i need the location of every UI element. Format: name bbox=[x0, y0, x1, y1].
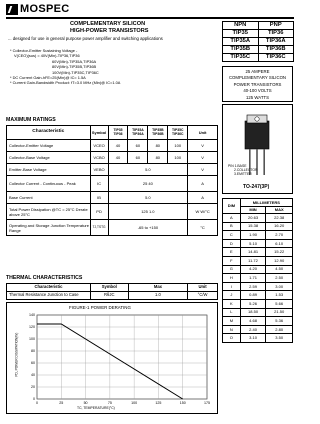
row-characteristic: Collector Current - Continuous - Peak bbox=[7, 176, 91, 192]
dim-min: 4.68 bbox=[240, 317, 266, 326]
dim-letter: O bbox=[223, 334, 241, 343]
logo-text: MOSPEC bbox=[20, 3, 70, 15]
part-cell: TIP36C bbox=[258, 54, 294, 62]
row-symbol: VCEO bbox=[90, 140, 108, 152]
dim-letter: H bbox=[223, 274, 241, 283]
dim-max: 4.50 bbox=[266, 265, 293, 274]
header-unit: Unit bbox=[188, 126, 218, 140]
dim-letter: B bbox=[223, 222, 241, 231]
pin-label: 3.EMITTER bbox=[234, 172, 252, 177]
summary-line: POWER TRANSISTORS bbox=[233, 81, 282, 87]
dim-max: 3.50 bbox=[266, 334, 293, 343]
chart-title: FIGURE-1 POWER DERATING bbox=[69, 305, 131, 310]
dim-min: 0.89 bbox=[240, 291, 266, 300]
dim-letter: M bbox=[223, 317, 241, 326]
dim-letter: E bbox=[223, 248, 241, 257]
row-value: 100 bbox=[168, 140, 188, 152]
millimeters-header: MILLIMETERS bbox=[240, 199, 292, 207]
row-unit: A bbox=[188, 192, 218, 204]
features-list bbox=[10, 48, 120, 86]
dim-max: 5.66 bbox=[266, 299, 293, 308]
dim-min: 1.90 bbox=[240, 231, 266, 240]
table-row bbox=[223, 291, 293, 300]
dim-max: 2.80 bbox=[266, 325, 293, 334]
chart-xlabel: TC, TEMPERATURE(°C) bbox=[77, 406, 115, 410]
table-row bbox=[7, 220, 218, 236]
row-value: 100 bbox=[168, 152, 188, 164]
row-value: 60 bbox=[128, 152, 148, 164]
summary-line: 125 WATTS bbox=[246, 94, 269, 100]
pin-label: PIN 1.BASE bbox=[228, 164, 247, 168]
dim-letter: L bbox=[223, 308, 241, 317]
thermal-header-max: Max bbox=[128, 284, 188, 292]
x-tick-label: 125 bbox=[155, 401, 162, 405]
dim-min: 15.38 bbox=[240, 222, 266, 231]
row-characteristic: Collector-Base Voltage bbox=[7, 152, 91, 164]
x-tick-label: 0 bbox=[36, 401, 38, 405]
table-row bbox=[223, 334, 293, 343]
row-unit: °C bbox=[188, 220, 218, 236]
table-row bbox=[7, 292, 218, 300]
part-cell: TIP35A bbox=[223, 38, 259, 46]
feature-line: * Current Gain-Bandwidth Product: fT=3.0 MHz (Min)@ IC=1.0A bbox=[10, 80, 121, 86]
header-tip35b: TIP35B TIP36B bbox=[148, 126, 168, 140]
table-row bbox=[223, 274, 293, 283]
feature-line: * Collector-Emitter Sustaining Voltage - bbox=[10, 48, 78, 53]
table-row bbox=[223, 325, 293, 334]
dim-min: 4.20 bbox=[240, 265, 266, 274]
doc-title: COMPLEMENTARY SILICON bbox=[70, 21, 146, 27]
y-tick-label: 60 bbox=[31, 361, 35, 366]
row-value: 80 bbox=[148, 152, 168, 164]
thermal-unit: °C/W bbox=[188, 292, 218, 300]
summary-line: 40-100 VOLTS bbox=[243, 88, 272, 94]
y-tick-label: 20 bbox=[31, 385, 35, 390]
summary-line: 25 AMPERE bbox=[245, 69, 270, 74]
row-symbol: VCBO bbox=[90, 152, 108, 164]
doc-subtitle: HIGH-POWER TRANSISTORS bbox=[70, 28, 149, 34]
dim-min: 20.63 bbox=[240, 214, 266, 223]
x-tick-label: 150 bbox=[179, 401, 186, 405]
table-row bbox=[223, 265, 293, 274]
doc-description: ... designed for use in general purpose power amplifier and switching applications bbox=[8, 36, 163, 41]
plot-frame bbox=[37, 315, 207, 399]
dim-letter: I bbox=[223, 282, 241, 291]
dim-letter: A bbox=[223, 214, 241, 223]
part-cell: TIP36A bbox=[258, 38, 294, 46]
row-unit: V bbox=[188, 152, 218, 164]
dim-letter: J bbox=[223, 291, 241, 300]
dim-min: 1.71 bbox=[240, 274, 266, 283]
thermal-header-symbol: Symbol bbox=[90, 284, 128, 292]
dim-min: 11.72 bbox=[240, 256, 266, 265]
header-characteristic: Characteristic bbox=[7, 126, 91, 140]
table-row bbox=[223, 308, 293, 317]
part-cell: TIP36B bbox=[258, 46, 294, 54]
power-derating-chart bbox=[6, 302, 218, 414]
y-tick-label: 100 bbox=[29, 337, 35, 342]
row-symbol: TJ,TSTG bbox=[90, 220, 108, 236]
thermal-symbol: RθJC bbox=[90, 292, 128, 300]
table-row bbox=[7, 164, 218, 176]
x-tick-label: 50 bbox=[83, 401, 88, 405]
feature-line: 60V(Min)-TIP35A,TIP36A bbox=[52, 58, 97, 64]
table-row bbox=[7, 176, 218, 192]
dim-min: 3.10 bbox=[240, 334, 266, 343]
row-symbol: VEBO bbox=[90, 164, 108, 176]
y-tick-label: 80 bbox=[31, 349, 35, 354]
thermal-header-characteristic: Characteristic bbox=[7, 284, 91, 292]
header-tip35c: TIP35C TIP36C bbox=[168, 126, 188, 140]
y-tick-label: 0 bbox=[33, 397, 35, 402]
dimensions-table bbox=[222, 198, 293, 343]
y-tick-label: 140 bbox=[29, 313, 35, 318]
row-unit: W W/°C bbox=[188, 204, 218, 220]
x-tick-label: 25 bbox=[59, 401, 64, 405]
thermal-title: THERMAL CHARACTERISTICS bbox=[6, 275, 83, 281]
row-value: 5.0 bbox=[108, 192, 188, 204]
thermal-max: 1.0 bbox=[128, 292, 188, 300]
row-unit: V bbox=[188, 164, 218, 176]
package-box bbox=[222, 104, 293, 194]
row-characteristic: Base Current bbox=[7, 192, 91, 204]
part-cell: TIP35C bbox=[223, 54, 259, 62]
dim-max: 22.38 bbox=[266, 214, 293, 223]
dim-max: 6.10 bbox=[266, 239, 293, 248]
logo bbox=[6, 4, 74, 16]
max-header: MAX bbox=[266, 207, 293, 214]
header-rule bbox=[6, 17, 294, 19]
summary-box bbox=[222, 66, 293, 102]
dim-min: 2.59 bbox=[240, 282, 266, 291]
dim-min: 2.40 bbox=[240, 325, 266, 334]
part-number-table bbox=[222, 21, 294, 62]
table-row bbox=[7, 152, 218, 164]
header-tip35: TIP35 TIP36 bbox=[108, 126, 128, 140]
min-header: MIN bbox=[240, 207, 266, 214]
dim-max: 2.70 bbox=[266, 231, 293, 240]
dim-max: 3.00 bbox=[266, 282, 293, 291]
x-tick-label: 100 bbox=[131, 401, 138, 405]
pin-labels bbox=[228, 164, 258, 177]
dim-max: 15.22 bbox=[266, 248, 293, 257]
pin-label: 2.COLLECTOR bbox=[234, 168, 258, 173]
table-row bbox=[223, 248, 293, 257]
dim-letter: G bbox=[223, 265, 241, 274]
row-value: -65 to +150 bbox=[108, 220, 188, 236]
thermal-characteristic: Thermal Resistance Junction to Case bbox=[7, 292, 91, 300]
dim-header: DIM bbox=[223, 199, 241, 214]
feature-line: V(CEO)(sus) = 40V(Min)-TIP36,TIP36 bbox=[14, 53, 80, 59]
table-row bbox=[223, 222, 293, 231]
dim-max: 21.50 bbox=[266, 308, 293, 317]
x-tick-label: 75 bbox=[107, 401, 112, 405]
dim-letter: K bbox=[223, 299, 241, 308]
npn-header: NPN bbox=[223, 22, 259, 30]
table-row bbox=[223, 239, 293, 248]
dim-letter: D bbox=[223, 239, 241, 248]
row-unit: A bbox=[188, 176, 218, 192]
table-row bbox=[223, 299, 293, 308]
part-cell: TIP36 bbox=[258, 30, 294, 38]
row-characteristic: Operating and Storage Junction Temperature Range bbox=[7, 220, 91, 236]
table-row bbox=[7, 140, 218, 152]
table-row bbox=[7, 204, 218, 220]
row-symbol: IB bbox=[90, 192, 108, 204]
table-row bbox=[7, 192, 218, 204]
dim-letter: N bbox=[223, 325, 241, 334]
y-tick-label: 120 bbox=[29, 325, 35, 330]
row-symbol: PD bbox=[90, 204, 108, 220]
thermal-table bbox=[6, 283, 218, 300]
dim-min: 14.81 bbox=[240, 248, 266, 257]
header-symbol: Symbol bbox=[90, 126, 108, 140]
row-value: 25 40 bbox=[108, 176, 188, 192]
max-ratings-table bbox=[6, 125, 218, 236]
row-value: 125 1.0 bbox=[108, 204, 188, 220]
feature-line: 80V(Min)-TIP35B,TIP36B bbox=[52, 64, 97, 70]
feature-line: 100V(Min)-TIP35C,TIP36C bbox=[52, 69, 99, 75]
dim-min: 5.10 bbox=[240, 239, 266, 248]
dim-letter: F bbox=[223, 256, 241, 265]
package-label: TO-247(3P) bbox=[243, 184, 270, 190]
header-tip35a: TIP35A TIP36A bbox=[128, 126, 148, 140]
dim-letter: C bbox=[223, 231, 241, 240]
pnp-header: PNP bbox=[258, 22, 294, 30]
y-tick-label: 40 bbox=[31, 373, 35, 378]
dim-max: 12.90 bbox=[266, 256, 293, 265]
part-cell: TIP35B bbox=[223, 46, 259, 54]
table-row bbox=[223, 214, 293, 223]
row-characteristic: Total Power Dissipation @TC = 25°C Derate above 25°C bbox=[7, 204, 91, 220]
dim-min: 18.50 bbox=[240, 308, 266, 317]
row-value: 40 bbox=[108, 152, 128, 164]
row-value: 5.0 bbox=[108, 164, 188, 176]
table-row bbox=[223, 317, 293, 326]
dim-max: 16.20 bbox=[266, 222, 293, 231]
row-symbol: IC bbox=[90, 176, 108, 192]
row-characteristic: Emitter-Base Voltage bbox=[7, 164, 91, 176]
summary-line: COMPLEMENTARY SILICON bbox=[228, 75, 287, 81]
dim-max: 1.53 bbox=[266, 291, 293, 300]
table-row bbox=[223, 282, 293, 291]
dim-max: 5.36 bbox=[266, 317, 293, 326]
row-value: 60 bbox=[128, 140, 148, 152]
row-value: 40 bbox=[108, 140, 128, 152]
row-value: 80 bbox=[148, 140, 168, 152]
table-row bbox=[223, 231, 293, 240]
dim-max: 2.50 bbox=[266, 274, 293, 283]
part-cell: TIP35 bbox=[223, 30, 259, 38]
max-ratings-title: MAXIMUM RATINGS bbox=[6, 117, 56, 123]
x-tick-label: 175 bbox=[204, 401, 210, 405]
dim-min: 5.26 bbox=[240, 299, 266, 308]
table-row bbox=[223, 256, 293, 265]
thermal-header-unit: Unit bbox=[188, 284, 218, 292]
row-characteristic: Collector-Emitter Voltage bbox=[7, 140, 91, 152]
chart-svg bbox=[7, 303, 219, 415]
chart-ylabel: PD, POWER DISSIPATION(W) bbox=[14, 332, 19, 377]
feature-line: * DC Current Gain-hFE=25(Min)@ IC= 1.5A bbox=[10, 75, 86, 81]
row-unit: V bbox=[188, 140, 218, 152]
